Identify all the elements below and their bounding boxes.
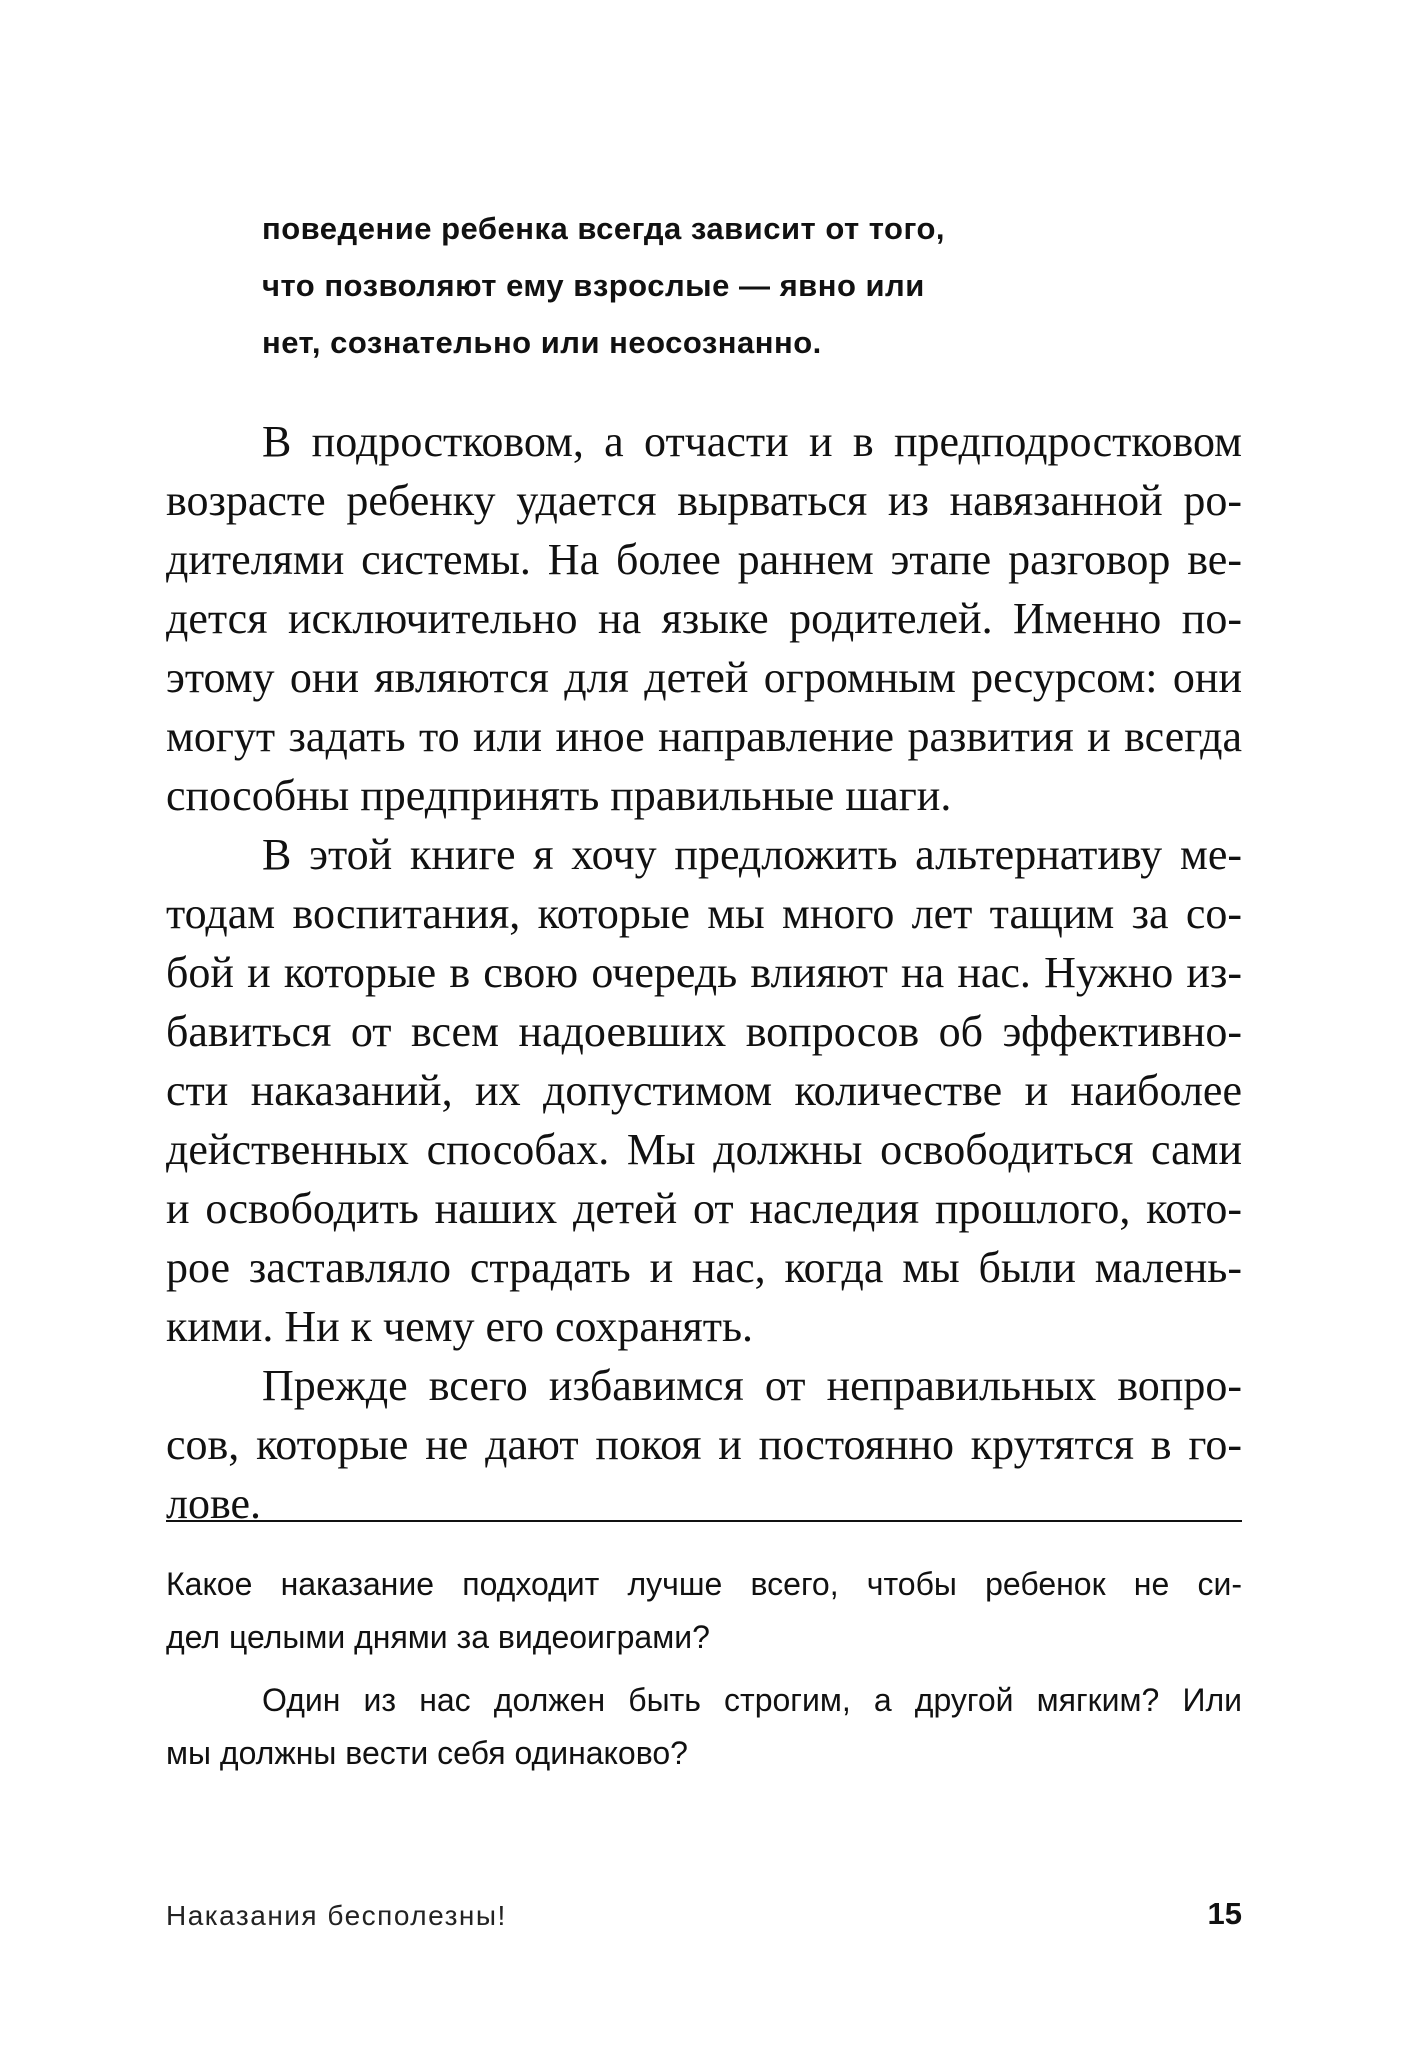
text-line: тодам воспитания, которые мы много лет тащим за со-: [166, 889, 1242, 938]
paragraph-3: [166, 1356, 1242, 1533]
question-2: [166, 1674, 1242, 1780]
text-line: лове.: [166, 1479, 262, 1528]
question-line: Один из нас должен быть строгим, а другой мягким? Или: [262, 1682, 1242, 1718]
page-number: 15: [1207, 1896, 1242, 1931]
question-line: мы должны вести себя одинаково?: [166, 1735, 688, 1771]
highlighted-quote: [262, 200, 1262, 371]
question-line: Какое наказание подходит лучше всего, чтобы ребенок не си-: [166, 1566, 1242, 1602]
text-line: рое заставляло страдать и нас, когда мы были малень-: [166, 1243, 1242, 1292]
body-text: [166, 412, 1242, 1533]
text-line: могут задать то или иное направление развития и всегда: [166, 712, 1242, 761]
text-line: бавиться от всем надоевших вопросов об эффективно-: [166, 1007, 1242, 1056]
question-line: дел целыми днями за видеоиграми?: [166, 1619, 710, 1655]
quote-line: что позволяют ему взрослые — явно или: [262, 268, 925, 303]
question-1: [166, 1558, 1242, 1664]
text-line: сти наказаний, их допустимом количестве и наиболее: [166, 1066, 1242, 1115]
text-line: В этой книге я хочу предложить альтернативу ме-: [262, 830, 1242, 879]
questions-block: [166, 1558, 1242, 1780]
text-line: кими. Ни к чему его сохранять.: [166, 1302, 754, 1351]
paragraph-2: [166, 825, 1242, 1356]
text-line: действенных способах. Мы должны освободиться сами: [166, 1125, 1242, 1174]
text-line: этому они являются для детей огромным ресурсом: они: [166, 653, 1242, 702]
paragraph-1: [166, 412, 1242, 825]
running-footer-title: Наказания бесполезны!: [166, 1900, 507, 1931]
text-line: В подростковом, а отчасти и в предподростковом: [262, 417, 1242, 466]
text-line: дется исключительно на языке родителей. Именно по-: [166, 594, 1242, 643]
text-line: Прежде всего избавимся от неправильных вопро-: [262, 1361, 1242, 1410]
text-line: и освободить наших детей от наследия прошлого, кото-: [166, 1184, 1242, 1233]
text-line: способны предпринять правильные шаги.: [166, 771, 952, 820]
quote-line: поведение ребенка всегда зависит от того,: [262, 211, 946, 246]
text-line: сов, которые не дают покоя и постоянно крутятся в го-: [166, 1420, 1242, 1469]
text-line: бой и которые в свою очередь влияют на нас. Нужно из-: [166, 948, 1242, 997]
text-line: дителями системы. На более раннем этапе разговор ве-: [166, 535, 1242, 584]
quote-line: нет, сознательно или неосознанно.: [262, 325, 822, 360]
text-line: возрасте ребенку удается вырваться из навязанной ро-: [166, 476, 1242, 525]
section-divider: [166, 1520, 1242, 1522]
